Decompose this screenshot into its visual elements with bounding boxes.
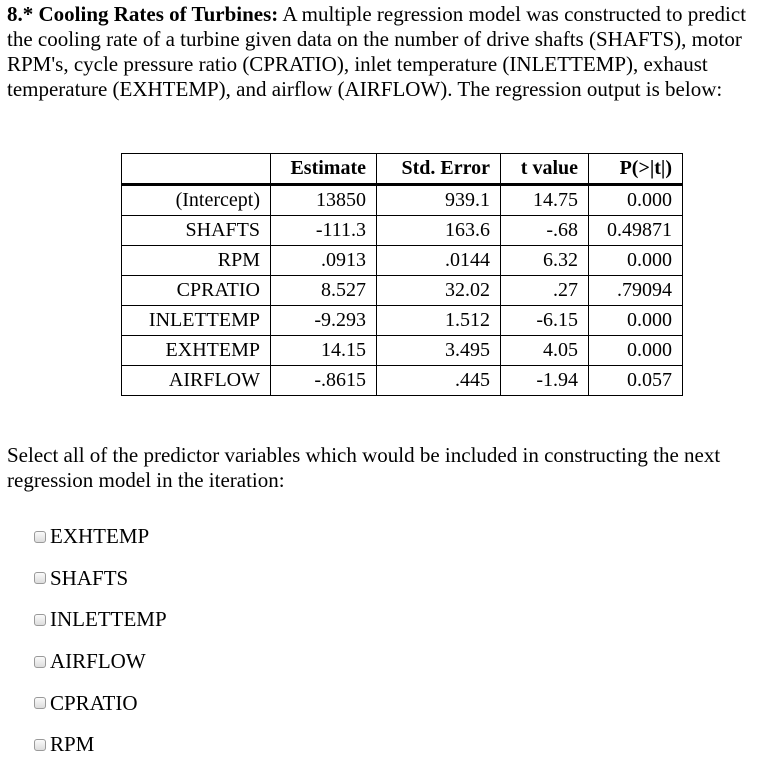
table-row [122,185,683,216]
option-rpm[interactable] [34,724,167,766]
option-label: EXHTEMP [50,524,150,549]
option-cpratio[interactable] [34,682,167,724]
checkbox-icon[interactable] [34,697,46,709]
row-p-value: 0.49871 [589,216,683,246]
row-t-value: -1.94 [501,366,589,396]
question-text [7,2,775,102]
option-airflow[interactable] [34,641,167,683]
option-exhtemp[interactable] [34,516,167,558]
table-row [122,366,683,396]
row-estimate: -.8615 [271,366,377,396]
row-p-value: 0.000 [589,306,683,336]
header-t-value: t value [501,154,589,185]
question-body: A multiple regression model was constructed to predict the cooling rate of a turbine given data on the number of drive shafts (SHAFTS), motor RPM's, cycle pressure ratio (CPRATIO), inlet temperature (INLETTEMP), exhaust temperature (EXHTEMP), and airflow (AIRFLOW). The regression output is below: [7,2,747,101]
regression-table [121,153,683,396]
row-t-value: 6.32 [501,246,589,276]
question-number: 8.* [7,2,34,26]
row-name: RPM [122,246,271,276]
checkbox-icon[interactable] [34,614,46,626]
row-name: SHAFTS [122,216,271,246]
row-estimate: -111.3 [271,216,377,246]
row-p-value: 0.000 [589,185,683,216]
option-label: INLETTEMP [50,607,167,632]
row-t-value: 14.75 [501,185,589,216]
checkbox-icon[interactable] [34,531,46,543]
row-name: EXHTEMP [122,336,271,366]
row-std-error: .445 [377,366,501,396]
row-std-error: 3.495 [377,336,501,366]
row-std-error: 1.512 [377,306,501,336]
row-p-value: 0.000 [589,246,683,276]
table-row [122,246,683,276]
row-p-value: 0.000 [589,336,683,366]
header-p-value: P(>|t|) [589,154,683,185]
header-blank [122,154,271,185]
table-row [122,306,683,336]
row-std-error: 32.02 [377,276,501,306]
row-estimate: 13850 [271,185,377,216]
table-header-row [122,154,683,185]
option-label: AIRFLOW [50,649,146,674]
row-estimate: 14.15 [271,336,377,366]
row-std-error: 163.6 [377,216,501,246]
row-name: CPRATIO [122,276,271,306]
row-estimate: -9.293 [271,306,377,336]
selection-prompt: Select all of the predictor variables which would be included in constructing the next regression model in the iteration: [7,443,721,492]
row-p-value: 0.057 [589,366,683,396]
table-row [122,216,683,246]
row-estimate: .0913 [271,246,377,276]
table-row [122,336,683,366]
answer-options [34,516,167,766]
checkbox-icon[interactable] [34,739,46,751]
row-t-value: -6.15 [501,306,589,336]
row-t-value: .27 [501,276,589,306]
option-inlettemp[interactable] [34,599,167,641]
option-label: CPRATIO [50,690,138,715]
row-std-error: 939.1 [377,185,501,216]
header-std-error: Std. Error [377,154,501,185]
option-label: SHAFTS [50,565,129,590]
row-name: (Intercept) [122,185,271,216]
checkbox-icon[interactable] [34,572,46,584]
row-estimate: 8.527 [271,276,377,306]
option-label: RPM [50,732,95,757]
question-title: Cooling Rates of Turbines: [38,2,279,26]
row-name: AIRFLOW [122,366,271,396]
header-estimate: Estimate [271,154,377,185]
option-shafts[interactable] [34,558,167,600]
row-p-value: .79094 [589,276,683,306]
row-std-error: .0144 [377,246,501,276]
row-name: INLETTEMP [122,306,271,336]
row-t-value: 4.05 [501,336,589,366]
checkbox-icon[interactable] [34,656,46,668]
row-t-value: -.68 [501,216,589,246]
table-row [122,276,683,306]
